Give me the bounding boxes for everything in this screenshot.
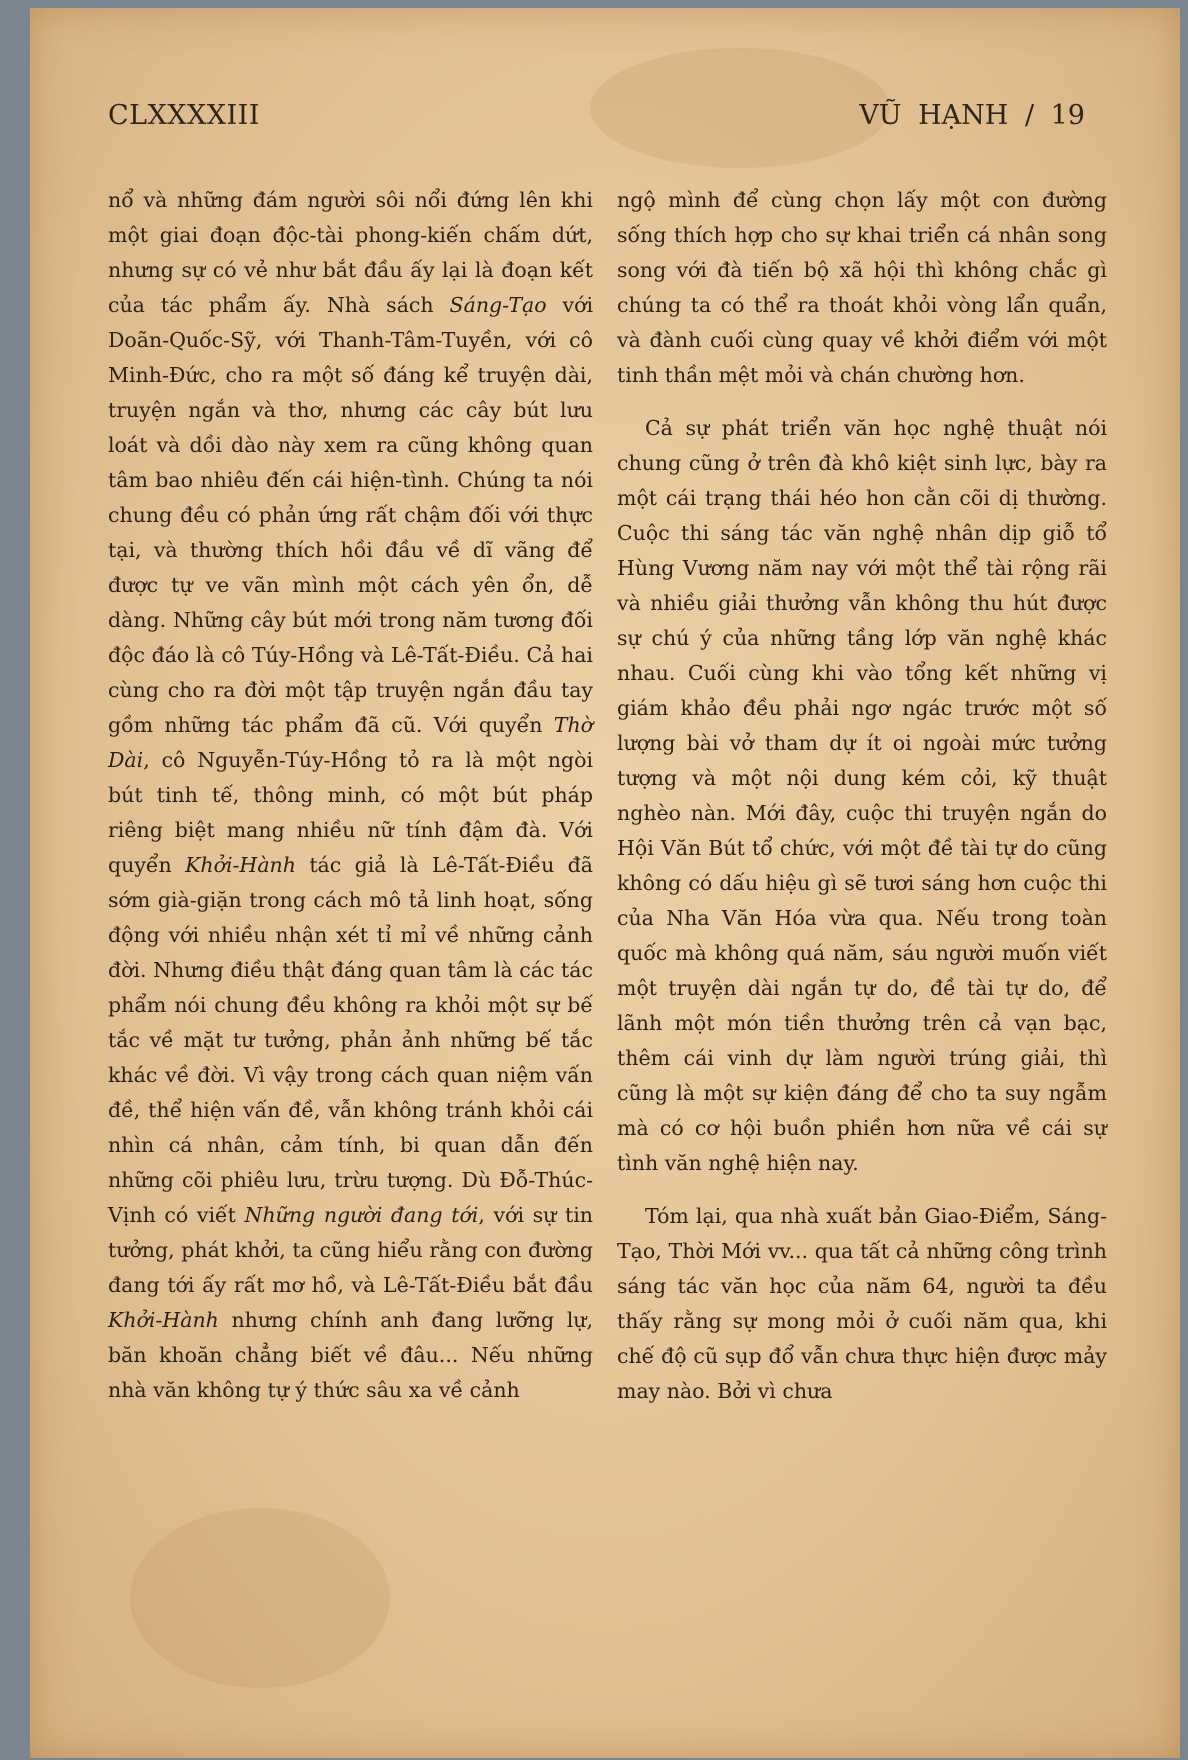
paragraph: ngộ mình để cùng chọn lấy một con đường sống thích hợp cho sự khai triển cá nhân song song với đà tiến bộ xã hội thì không chắc gì chúng ta có thể ra thoát khỏi vòng lẩn quẩn, và đành cuối cùng quay về khởi điểm với một tinh thần mệt mỏi và chán chường hơn. bbox=[617, 188, 1107, 387]
paragraph: Tóm lại, qua nhà xuất bản Giao-Điểm, Sáng-Tạo, Thời Mới vv... qua tất cả những công trình sáng tác văn học của năm 64, người ta đều thấy rằng sự mong mỏi ở cuối năm qua, khi chế độ cũ sụp đổ vẫn chưa thực hiện được mảy may nào. Bởi vì chưa bbox=[617, 1204, 1107, 1403]
book-title: Sáng-Tạo bbox=[449, 293, 547, 317]
author-page-number bbox=[859, 100, 1085, 131]
text-run: nổ và những đám người sôi nổi đứng lên khi một giai đoạn độc-tài phong-kiến chấm dứt, nhưng sự có vẻ như bắt đầu ấy lại là đoạn kết của tác phẩm ấy. Nhà sách bbox=[108, 188, 593, 317]
right-column bbox=[617, 183, 1107, 1409]
text-run: , với sự tin tưởng, phát khởi, ta cũng hiểu rằng con đường đang tới ấy rất mơ hồ, và Lê-Tất-Điều bắt đầu bbox=[108, 1203, 594, 1297]
book-title: Khởi-Hành bbox=[185, 853, 296, 877]
chapter-number: CLXXXXIII bbox=[108, 100, 260, 131]
paragraph bbox=[108, 183, 593, 1408]
book-title: Khởi-Hành bbox=[108, 1308, 219, 1332]
page-header bbox=[108, 100, 1085, 140]
left-column bbox=[108, 183, 593, 1408]
paragraph: Cả sự phát triển văn học nghệ thuật nói chung cũng ở trên đà khô kiệt sinh lực, bày ra một cái trạng thái héo hon cằn cõi dị thường. Cuộc thi sáng tác văn nghệ nhân dịp giỗ tổ Hùng Vương năm nay với một thể tài rộng rãi và nhiều giải thưởng vẫn không thu hút được sự chú ý của những tầng lớp văn nghệ khác nhau. Cuối cùng khi vào tổng kết những vị giám khảo đều phải ngơ ngác trước một số lượng bài vở tham dự ít oi ngoài mức tưởng tượng và một nội dung kém cỏi, kỹ thuật nghèo nàn. Mới đây, cuộc thi truyện ngắn do Hội Văn Bút tổ chức, với một đề tài tự do cũng không có dấu hiệu gì sẽ tươi sáng hơn cuộc thi của Nha Văn Hóa vừa qua. Nếu trong toàn quốc mà không quá năm, sáu người muốn viết một truyện dài ngắn tự do, đề tài tự do, để lãnh một món tiền thưởng trên cả vạn bạc, thêm cái vinh dự làm người trúng giải, thì cũng là một sự kiện đáng để cho ta suy ngẫm mà có cơ hội buồn phiền hơn nữa về cái sự tình văn nghệ hiện nay. bbox=[617, 416, 1107, 1175]
text-run: , cô Nguyễn-Túy-Hồng tỏ ra là một ngòi bút tinh tế, thông minh, có một bút pháp riêng biệt mang nhiều nữ tính đậm đà. Với quyển bbox=[108, 748, 593, 877]
text-run: với Doãn-Quốc-Sỹ, với Thanh-Tâm-Tuyền, với cô Minh-Đức, cho ra một số đáng kể truyện dài, truyện ngắn và thơ, nhưng các cây bút lưu loát và dồi dào này xem ra cũng không quan tâm bao nhiêu đến cái hiện-tình. Chúng ta nói chung đều có phản ứng rất chậm đối với thực tại, và thường thích hồi đầu về dĩ vãng để được tự ve vãn mình một cách yên ổn, dễ dàng. Những cây bút mới trong năm tương đối độc đáo là cô Túy-Hồng và Lê-Tất-Điều. Cả hai cùng cho ra đời một tập truyện ngắn đầu tay gồm những tác phẩm đã cũ. Với quyển bbox=[108, 293, 593, 737]
author-name: VŨ HẠNH bbox=[859, 100, 1009, 131]
text-run: nhưng chính anh đang lưỡng lự, băn khoăn chẳng biết về đâu... Nếu những nhà văn không tự ý thức sâu xa về cảnh bbox=[108, 1308, 593, 1402]
page-number: / 19 bbox=[1024, 100, 1085, 131]
book-page bbox=[30, 8, 1180, 1758]
book-title: Những người đang tới bbox=[244, 1203, 479, 1227]
text-run: tác giả là Lê-Tất-Điều đã sớm già-giặn trong cách mô tả linh hoạt, sống động với nhiều nhận xét tỉ mỉ về những cảnh đời. Nhưng điều thật đáng quan tâm là các tác phẩm nói chung đều không ra khỏi một sự bế tắc về mặt tư tưởng, phản ảnh những bế tắc khác về đời. Vì vậy trong cách quan niệm vấn đề, thể hiện vấn đề, vẫn không tránh khỏi cái nhìn cá nhân, cảm tính, bi quan dẫn đến những cõi phiêu lưu, trừu tượng. Dù Đỗ-Thúc-Vịnh có viết bbox=[108, 853, 593, 1227]
paper-stain bbox=[130, 1508, 390, 1688]
book-title: Thờ Dài bbox=[108, 713, 593, 772]
